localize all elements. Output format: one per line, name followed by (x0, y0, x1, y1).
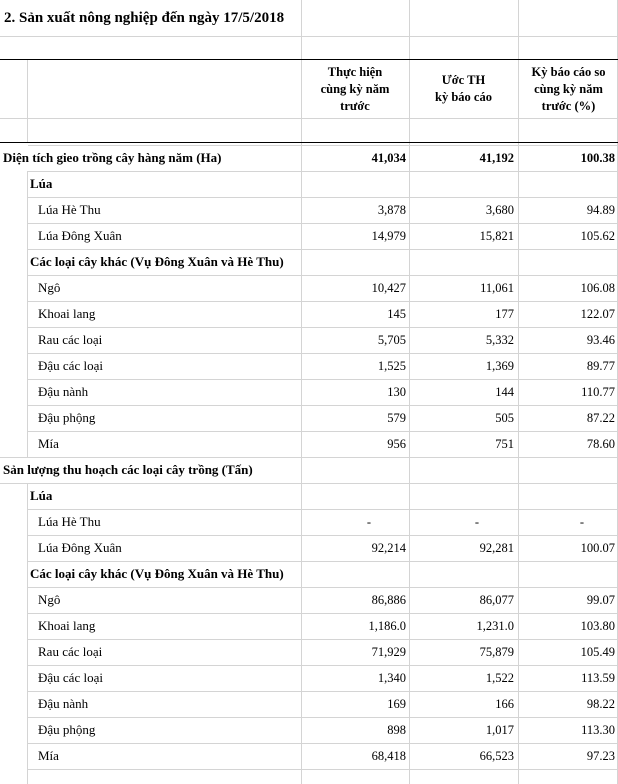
table-row (0, 457, 618, 483)
value-estimate: 66,523 (479, 749, 514, 763)
value-estimate (410, 457, 514, 483)
table-row (0, 561, 618, 587)
value-estimate (410, 171, 514, 197)
table-row (0, 717, 618, 743)
section-label: Diện tích gieo trồng cây hàng năm (Ha) (3, 150, 222, 165)
header-col-estimate (410, 72, 517, 106)
value-percent (519, 171, 615, 197)
header-line: trước (340, 99, 370, 113)
value-estimate (410, 249, 514, 275)
table-row (0, 275, 618, 301)
value-percent: 99.07 (586, 593, 615, 607)
item-label: Lúa Hè Thu (38, 202, 101, 217)
value-previous-year: 10,427 (371, 281, 406, 295)
item-label: Lúa Đông Xuân (38, 540, 122, 555)
item-label: Mía (38, 436, 59, 451)
item-label: Mía (38, 748, 59, 763)
value-percent (519, 457, 615, 483)
value-previous-year: 14,979 (371, 229, 406, 243)
value-estimate: 177 (495, 307, 514, 321)
value-percent: 78.60 (586, 437, 615, 451)
value-estimate: 144 (495, 385, 514, 399)
value-estimate: 41,192 (479, 151, 514, 165)
value-percent: 113.30 (581, 723, 615, 737)
item-label: Đậu nành (38, 384, 89, 399)
value-percent: 94.89 (586, 203, 615, 217)
value-estimate: - (474, 515, 480, 529)
value-estimate: 11,061 (480, 281, 514, 295)
value-previous-year: 86,886 (371, 593, 406, 607)
value-previous-year: 130 (387, 385, 406, 399)
value-previous-year: 169 (387, 697, 406, 711)
value-previous-year: 3,878 (377, 203, 406, 217)
item-label: Rau các loại (38, 332, 103, 347)
value-estimate: 86,077 (479, 593, 514, 607)
group-label: Các loại cây khác (Vụ Đông Xuân và Hè Thu) (30, 566, 284, 581)
header-line: trước (%) (541, 99, 596, 113)
value-estimate: 15,821 (479, 229, 514, 243)
value-estimate: 1,017 (485, 723, 514, 737)
value-estimate: 505 (495, 411, 514, 425)
value-percent: 98.22 (586, 697, 615, 711)
value-percent: 122.07 (580, 307, 615, 321)
table-row (0, 483, 618, 509)
value-percent (519, 561, 615, 587)
value-previous-year: 41,034 (371, 151, 406, 165)
section-label: Sản lượng thu hoạch các loại cây trồng (Tấn) (3, 462, 253, 477)
table-row (0, 353, 618, 379)
table-row (0, 431, 618, 457)
value-previous-year (302, 249, 406, 275)
value-previous-year (302, 171, 406, 197)
grid-hline (0, 142, 618, 143)
table-row (0, 691, 618, 717)
value-percent (519, 483, 615, 509)
value-percent: 110.77 (581, 385, 615, 399)
table-row (0, 223, 618, 249)
table-row (0, 405, 618, 431)
item-label: Đậu các loại (38, 670, 103, 685)
value-percent: - (579, 515, 585, 529)
header-line: kỳ báo cáo (435, 90, 492, 104)
value-percent: 103.80 (580, 619, 615, 633)
value-previous-year: - (366, 515, 372, 529)
value-previous-year: 92,214 (371, 541, 406, 555)
value-estimate: 3,680 (485, 203, 514, 217)
item-label: Lúa Đông Xuân (38, 228, 122, 243)
value-previous-year: 956 (387, 437, 406, 451)
header-col-percent (519, 64, 618, 115)
value-estimate: 1,522 (485, 671, 514, 685)
item-label: Rau các loại (38, 644, 103, 659)
value-percent: 106.08 (580, 281, 615, 295)
table-row (0, 327, 618, 353)
table-row (0, 509, 618, 535)
value-percent: 97.23 (586, 749, 615, 763)
value-estimate: 1,369 (485, 359, 514, 373)
value-percent: 100.38 (580, 151, 615, 165)
value-previous-year: 71,929 (371, 645, 406, 659)
grid-hline (28, 769, 618, 770)
value-estimate (410, 483, 514, 509)
grid-hline (0, 59, 618, 60)
header-line: Ước TH (441, 73, 486, 87)
value-estimate: 5,332 (485, 333, 514, 347)
header-line: Thực hiện (327, 65, 383, 79)
grid-hline (0, 118, 618, 119)
value-previous-year: 1,340 (377, 671, 406, 685)
value-percent: 100.07 (580, 541, 615, 555)
value-previous-year: 5,705 (377, 333, 406, 347)
value-previous-year: 68,418 (371, 749, 406, 763)
item-label: Đậu nành (38, 696, 89, 711)
header-col-previous-year (302, 64, 408, 115)
table-row (0, 639, 618, 665)
grid-vline (27, 59, 28, 143)
value-estimate (410, 561, 514, 587)
value-previous-year: 579 (387, 411, 406, 425)
group-label: Lúa (30, 488, 53, 503)
value-previous-year: 1,186.0 (368, 619, 406, 633)
value-percent: 89.77 (586, 359, 615, 373)
value-estimate: 166 (495, 697, 514, 711)
page-title: 2. Sản xuất nông nghiệp đến ngày 17/5/2018 (4, 10, 285, 26)
table-row (0, 379, 618, 405)
value-percent: 105.62 (580, 229, 615, 243)
value-estimate: 751 (495, 437, 514, 451)
group-label: Lúa (30, 176, 53, 191)
table-row (0, 665, 618, 691)
table-row (0, 743, 618, 769)
table-row (0, 613, 618, 639)
value-percent (519, 249, 615, 275)
table-row (0, 301, 618, 327)
table-row (0, 535, 618, 561)
value-estimate: 1,231.0 (476, 619, 514, 633)
value-previous-year: 145 (387, 307, 406, 321)
grid-hline (0, 36, 618, 37)
item-label: Ngô (38, 592, 61, 607)
header-line: Kỳ báo cáo so (531, 65, 606, 79)
value-previous-year (302, 457, 406, 483)
item-label: Ngô (38, 280, 61, 295)
value-estimate: 92,281 (479, 541, 514, 555)
table-row (0, 197, 618, 223)
item-label: Khoai lang (38, 306, 96, 321)
table-row (0, 587, 618, 613)
table-row (0, 249, 618, 275)
item-label: Đậu phộng (38, 410, 96, 425)
value-previous-year: 1,525 (377, 359, 406, 373)
item-label: Đậu các loại (38, 358, 103, 373)
value-percent: 113.59 (581, 671, 615, 685)
value-percent: 87.22 (586, 411, 615, 425)
header-line: cùng kỳ năm (320, 82, 390, 96)
value-estimate: 75,879 (479, 645, 514, 659)
item-label: Khoai lang (38, 618, 96, 633)
value-percent: 93.46 (586, 333, 615, 347)
table-row (0, 171, 618, 197)
value-previous-year (302, 483, 406, 509)
value-previous-year: 898 (387, 723, 406, 737)
item-label: Lúa Hè Thu (38, 514, 101, 529)
header-line: cùng kỳ năm (534, 82, 603, 96)
value-previous-year (302, 561, 406, 587)
group-label: Các loại cây khác (Vụ Đông Xuân và Hè Thu) (30, 254, 284, 269)
value-percent: 105.49 (580, 645, 615, 659)
table-row (0, 145, 618, 171)
item-label: Đậu phộng (38, 722, 96, 737)
